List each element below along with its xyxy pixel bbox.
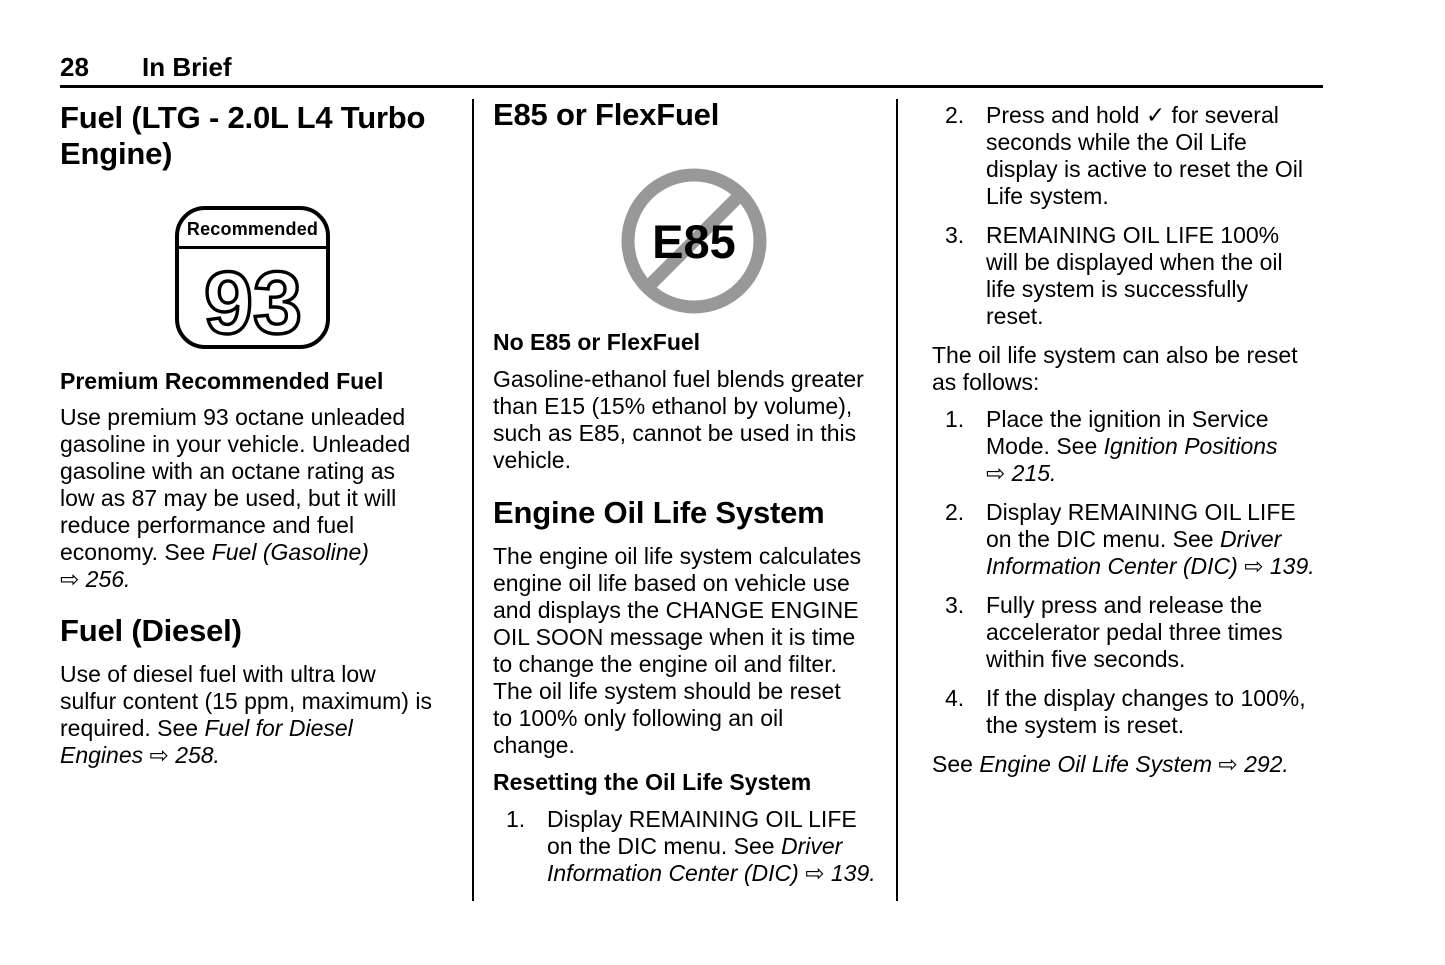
no-e85-icon [614, 165, 774, 321]
list-item-text: Fully press and release the accelerator pedal three times within five seconds. [986, 592, 1283, 672]
list-item-text: If the display changes to 100%, the system is reset. [986, 685, 1306, 738]
column-fuel [60, 96, 445, 769]
no-e85-label: E85 [651, 215, 736, 268]
badge-label: Recommended [179, 210, 326, 249]
list-item-text: REMAINING OIL LIFE 100% will be displayed when the oil life system is successfully reset. [986, 222, 1283, 329]
subheading-resetting-oil-life: Resetting the Oil Life System [493, 769, 812, 795]
list-item-number: 1. [945, 406, 965, 432]
page-number: 28 [60, 52, 89, 82]
list-item [932, 499, 1342, 580]
no-e85-symbol-wrap [493, 165, 894, 321]
list-item-text: Display REMAINING OIL LIFE on the DIC menu. See Driver Information Center (DIC) ⇨ 139. [547, 806, 876, 886]
list-item-number: 2. [945, 499, 965, 525]
list-item-number: 2. [945, 102, 965, 128]
paragraph-oil-life: The engine oil life system calculates engine oil life based on vehicle use and displays the CHANGE ENGINE OIL SOON message when it is time to change the engine oil and filter. The oil life system should be reset to 100% only following an oil change. [493, 543, 862, 758]
page-section-title: In Brief [142, 52, 232, 82]
column-reset-steps [932, 96, 1342, 778]
paragraph-premium-fuel: Use premium 93 octane unleaded gasoline in your vehicle. Unleaded gasoline with an octane rating as low as 87 may be used, but it will reduce performance and fuel economy. See Fuel (Gasoline) ⇨ 256. [60, 404, 411, 592]
octane-number: 93 [203, 253, 302, 343]
list-item-number: 4. [945, 685, 965, 711]
list-item [932, 592, 1342, 673]
alternate-reset-list [932, 406, 1342, 739]
header-rule [60, 85, 1323, 88]
column-divider-left [472, 99, 474, 901]
list-item-text: Place the ignition in Service Mode. See Ignition Positions ⇨ 215. [986, 406, 1278, 486]
octane-badge-wrap [60, 206, 445, 349]
badge-octane-value [179, 249, 326, 345]
heading-fuel-diesel: Fuel (Diesel) [60, 613, 242, 648]
subheading-no-e85: No E85 or FlexFuel [493, 329, 701, 355]
heading-e85: E85 or FlexFuel [493, 97, 720, 132]
paragraph-also-reset: The oil life system can also be reset as follows: [932, 342, 1298, 395]
list-item [932, 102, 1342, 210]
column-e85-oil-life [493, 96, 894, 899]
list-item [493, 806, 894, 887]
list-item-number: 3. [945, 592, 965, 618]
list-item [932, 222, 1342, 330]
list-item [932, 685, 1342, 739]
recommended-octane-badge-icon [175, 206, 330, 349]
subheading-premium-fuel: Premium Recommended Fuel [60, 368, 384, 394]
reset-steps-list-start [493, 806, 894, 887]
column-divider-right [896, 99, 898, 901]
list-item [932, 406, 1342, 487]
heading-engine-oil-life: Engine Oil Life System [493, 495, 825, 530]
heading-fuel-ltg: Fuel (LTG - 2.0L L4 Turbo Engine) [60, 100, 426, 171]
list-item-text: Display REMAINING OIL LIFE on the DIC menu. See Driver Information Center (DIC) ⇨ 139. [986, 499, 1315, 579]
paragraph-e85: Gasoline-ethanol fuel blends greater than E15 (15% ethanol by volume), such as E85, cannot be used in this vehicle. [493, 366, 864, 473]
list-item-number: 1. [506, 806, 526, 832]
paragraph-diesel-fuel: Use of diesel fuel with ultra low sulfur content (15 ppm, maximum) is required. See Fuel for Diesel Engines ⇨ 258. [60, 661, 432, 768]
cross-reference-footer: See Engine Oil Life System ⇨ 292. [932, 751, 1289, 777]
list-item-text: Press and hold ✓ for several seconds while the Oil Life display is active to reset the Oil Life system. [986, 102, 1304, 209]
list-item-number: 3. [945, 222, 965, 248]
reset-steps-list-continued [932, 102, 1342, 330]
